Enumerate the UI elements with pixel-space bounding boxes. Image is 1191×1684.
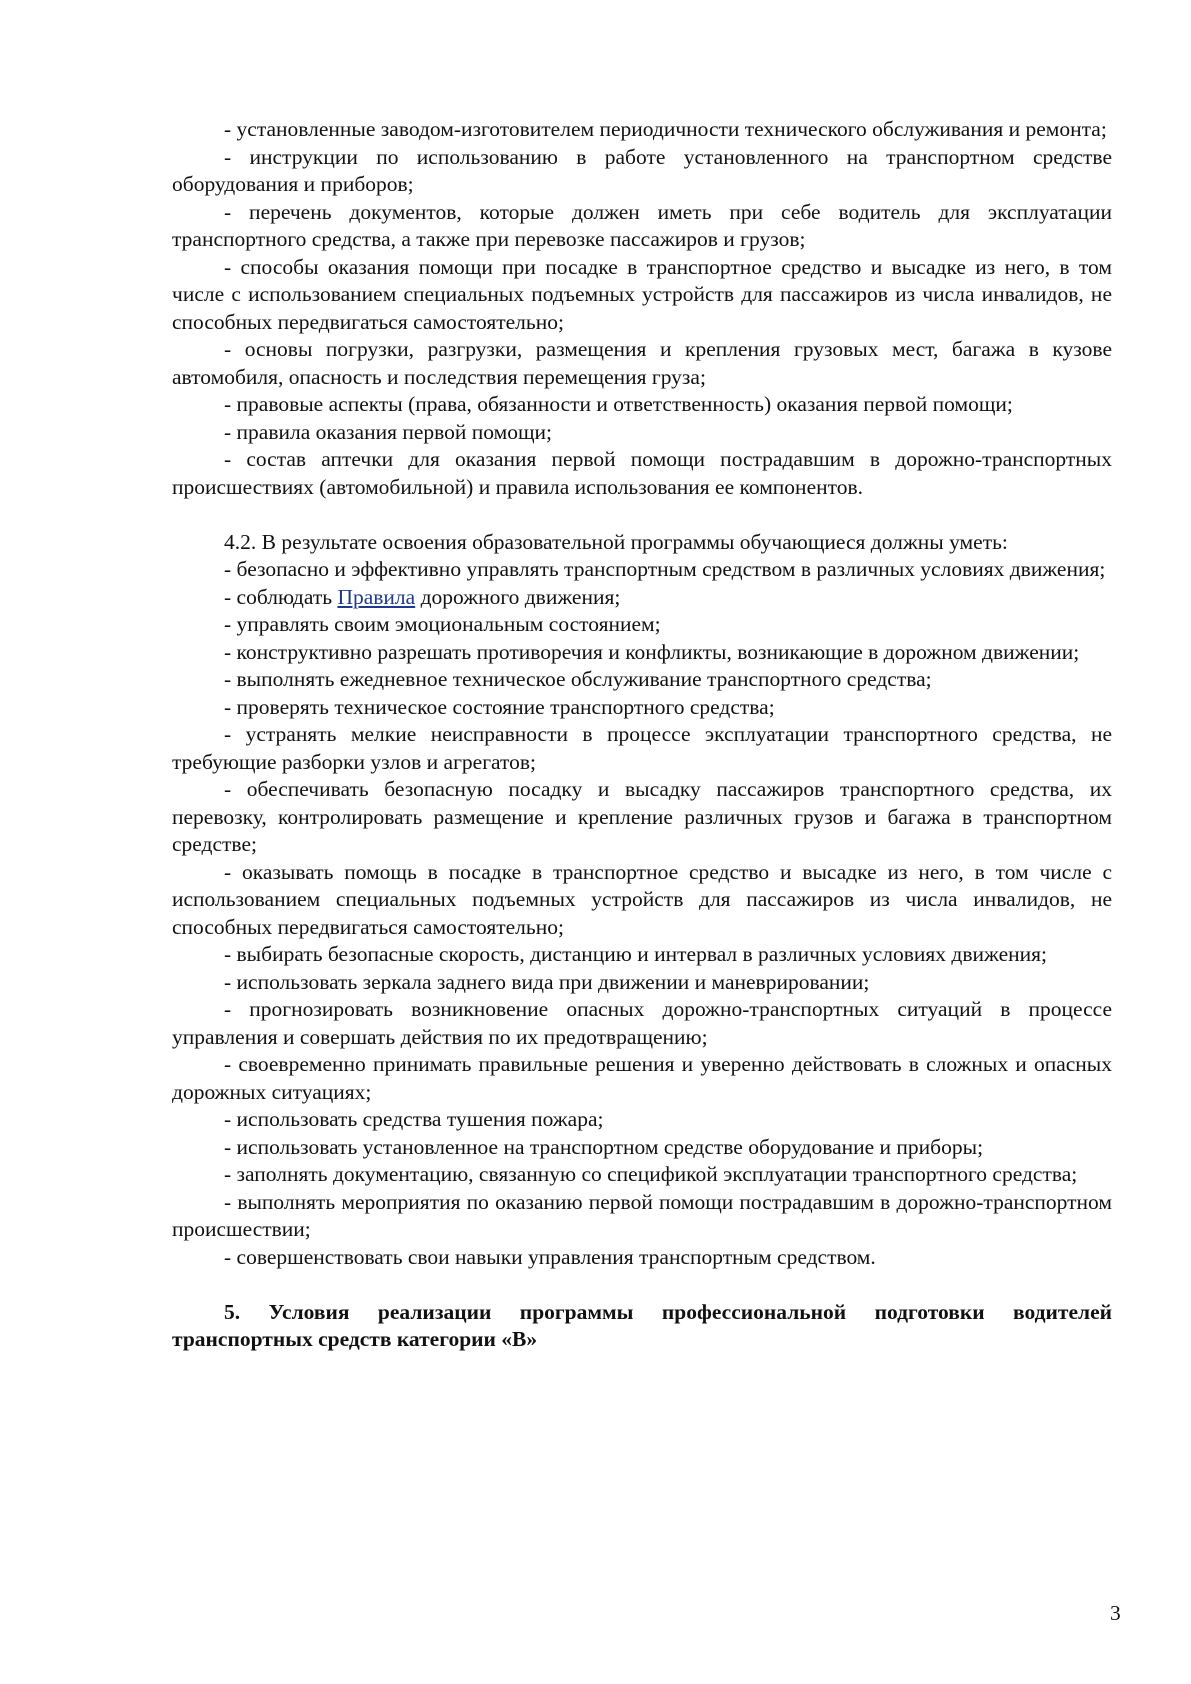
list-item: - выбирать безопасные скорость, дистанцию и интервал в различных условиях движения; — [224, 942, 1047, 966]
paragraph-gap — [172, 501, 1112, 529]
list-item: - основы погрузки, разгрузки, размещения и крепления грузовых мест, багажа в кузове автомобиля, опасность и последствия перемещения груза; — [172, 337, 1112, 389]
list-item: - использовать средства тушения пожара; — [224, 1107, 604, 1131]
page-number: 3 — [1110, 1601, 1121, 1625]
list-item: - своевременно принимать правильные решения и уверенно действовать в сложных и опасных дорожных ситуациях; — [172, 1052, 1112, 1104]
list-item: - перечень документов, которые должен иметь при себе водитель для эксплуатации транспортного средства, а также при перевозке пассажиров и грузов; — [172, 199, 1112, 251]
list-item: - состав аптечки для оказания первой помощи пострадавшим в дорожно-транспортных происшествиях (автомобильной) и правила использования ее компонентов. — [172, 447, 1112, 499]
rules-suffix: дорожного движения; — [415, 584, 621, 609]
list-item: - обеспечивать безопасную посадку и высадку пассажиров транспортного средства, их перевозку, контролировать размещение и крепление различных грузов и багажа в транспортном средстве; — [172, 777, 1112, 856]
list-item: - выполнять мероприятия по оказанию первой помощи пострадавшим в дорожно-транспортном происшествии; — [172, 1189, 1112, 1241]
paragraph-gap — [172, 1271, 1112, 1299]
section-5-heading: 5. Условия реализации программы профессиональной подготовки водителей транспортных средств категории «В» — [172, 1299, 1112, 1351]
rules-link[interactable]: Правила — [337, 584, 416, 609]
rules-prefix: - соблюдать — [224, 584, 338, 609]
document-body — [172, 116, 1112, 1354]
list-item: - использовать установленное на транспортном средстве оборудование и приборы; — [224, 1134, 984, 1159]
list-item: - оказывать помощь в посадке в транспортное средство и высадке из него, в том числе с использованием специальных подъемных устройств для пассажиров из числа инвалидов, не способных передвигаться самостоятельно; — [172, 859, 1112, 939]
list-item: - выполнять ежедневное техническое обслуживание транспортного средства; — [224, 667, 932, 691]
list-item: - проверять техническое состояние транспортного средства; — [224, 694, 775, 719]
list-item: - устранять мелкие неисправности в процессе эксплуатации транспортного средства, не требующие разборки узлов и агрегатов; — [172, 722, 1112, 774]
list-item: - правила оказания первой помощи; — [224, 419, 553, 444]
list-item: - правовые аспекты (права, обязанности и ответственность) оказания первой помощи; — [224, 392, 1013, 416]
list-item-rules — [172, 584, 1112, 612]
list-item: - установленные заводом-изготовителем периодичности технического обслуживания и ремонта; — [224, 117, 1107, 141]
section-4-2-intro: 4.2. В результате освоения образовательной программы обучающиеся должны уметь: — [224, 529, 1008, 554]
list-item: - заполнять документацию, связанную со спецификой эксплуатации транспортного средства; — [224, 1162, 1078, 1186]
list-item: - конструктивно разрешать противоречия и конфликты, возникающие в дорожном движении; — [224, 639, 1080, 664]
list-item: - прогнозировать возникновение опасных дорожно-транспортных ситуаций в процессе управления и совершать действия по их предотвращению; — [172, 997, 1112, 1049]
list-item: - использовать зеркала заднего вида при движении и маневрировании; — [224, 969, 870, 994]
list-item: - безопасно и эффективно управлять транспортным средством в различных условиях движения; — [224, 557, 1106, 581]
list-item: - управлять своим эмоциональным состоянием; — [224, 612, 661, 636]
list-item: - способы оказания помощи при посадке в транспортное средство и высадке из него, в том числе с использованием специальных подъемных устройств для пассажиров из числа инвалидов, не способных передвигаться самостоятельно; — [172, 254, 1112, 334]
list-item: - совершенствовать свои навыки управления транспортным средством. — [224, 1244, 876, 1269]
list-item: - инструкции по использованию в работе установленного на транспортном средстве оборудования и приборов; — [172, 144, 1112, 196]
